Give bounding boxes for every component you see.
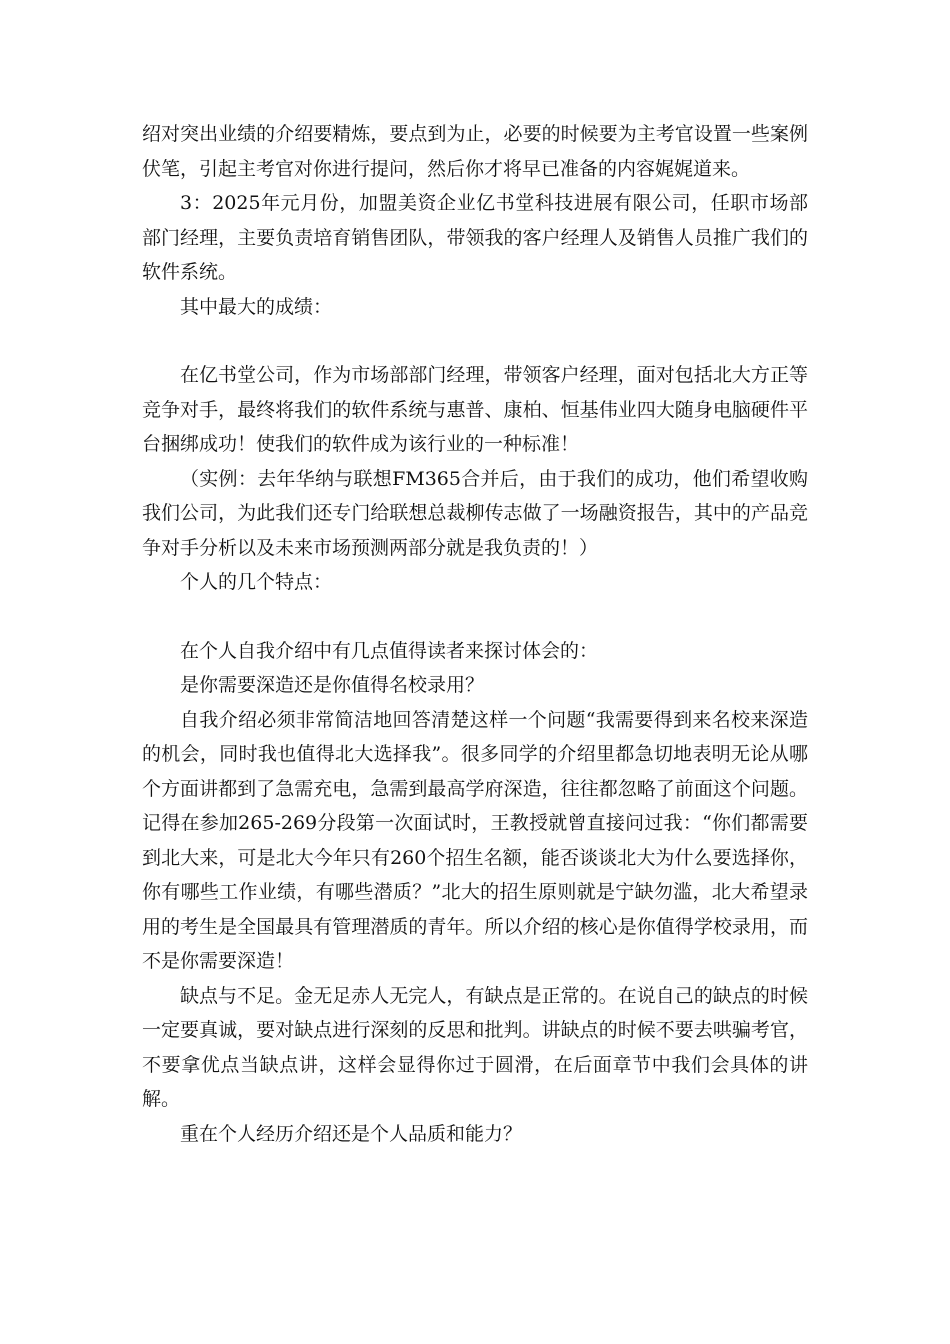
blank-line bbox=[142, 324, 808, 358]
paragraph-discussion-intro: 在个人自我介绍中有几点值得读者来探讨体会的： bbox=[180, 639, 599, 662]
paragraph-shortcomings: 缺点与不足。金无足赤人无完人，有缺点是正常的。在说自己的缺点的时候一定要真诚，要对缺点进行深刻的反思和批判。讲缺点的时候不要去哄骗考官，不要拿优点当缺点讲，这样会显得你过于圆滑，在后面章节中我们会具体的讲解。 bbox=[142, 984, 808, 1110]
paragraph-personal-traits-heading: 个人的几个特点： bbox=[180, 571, 333, 593]
paragraph-question-heading: 是你需要深造还是你值得名校录用？ bbox=[180, 674, 485, 696]
paragraph-intro-continuation: 绍对突出业绩的介绍要精炼，要点到为止，必要的时候要为主考官设置一些案例伏笔，引起主考官对你进行提问，然后你才将早已准备的内容娓娓道来。 bbox=[142, 123, 808, 180]
paragraph-career-item-3: 3：2025年元月份，加盟美资企业亿书堂科技进展有限公司，任职市场部部门经理，主要负责培育销售团队，带领我的客户经理人及销售人员推广我们的软件系统。 bbox=[142, 192, 808, 283]
paragraph-achievement-detail: 在亿书堂公司，作为市场部部门经理，带领客户经理，面对包括北大方正等竞争对手，最终将我们的软件系统与惠普、康柏、恒基伟业四大随身电脑硬件平台捆绑成功！使我们的软件成为该行业的一种标准！ bbox=[142, 364, 808, 455]
paragraph-answer-body: 自我介绍必须非常简洁地回答清楚这样一个问题“我需要得到来名校来深造的机会，同时我也值得北大选择我”。很多同学的介绍里都急切地表明无论从哪个方面讲都到了急需充电，急需到最高学府深造，往往都忽略了前面这个问题。记得在参加265-269分段第一次面试时，王教授就曾直接问过我：“你们都需要到北大来，可是北大今年只有260个招生名额，能否谈谈北大为什么要选择你，你有哪些工作业绩，有哪些潜质？”北大的招生原则就是宁缺勿滥，北大希望录用的考生是全国最具有管理潜质的青年。所以介绍的核心是你值得学校录用，而不是你需要深造！ bbox=[142, 708, 808, 972]
paragraph-example: （实例：去年华纳与联想FM365合并后，由于我们的成功，他们希望收购我们公司，为此我们还专门给联想总裁柳传志做了一场融资报告，其中的产品竞争对手分析以及未来市场预测两部分就是我负责的！） bbox=[142, 467, 808, 559]
paragraph-biggest-achievement-heading: 其中最大的成绩： bbox=[180, 295, 333, 318]
blank-line bbox=[142, 600, 808, 634]
document-page bbox=[142, 117, 808, 1151]
paragraph-experience-vs-quality-heading: 重在个人经历介绍还是个人品质和能力？ bbox=[180, 1122, 523, 1145]
